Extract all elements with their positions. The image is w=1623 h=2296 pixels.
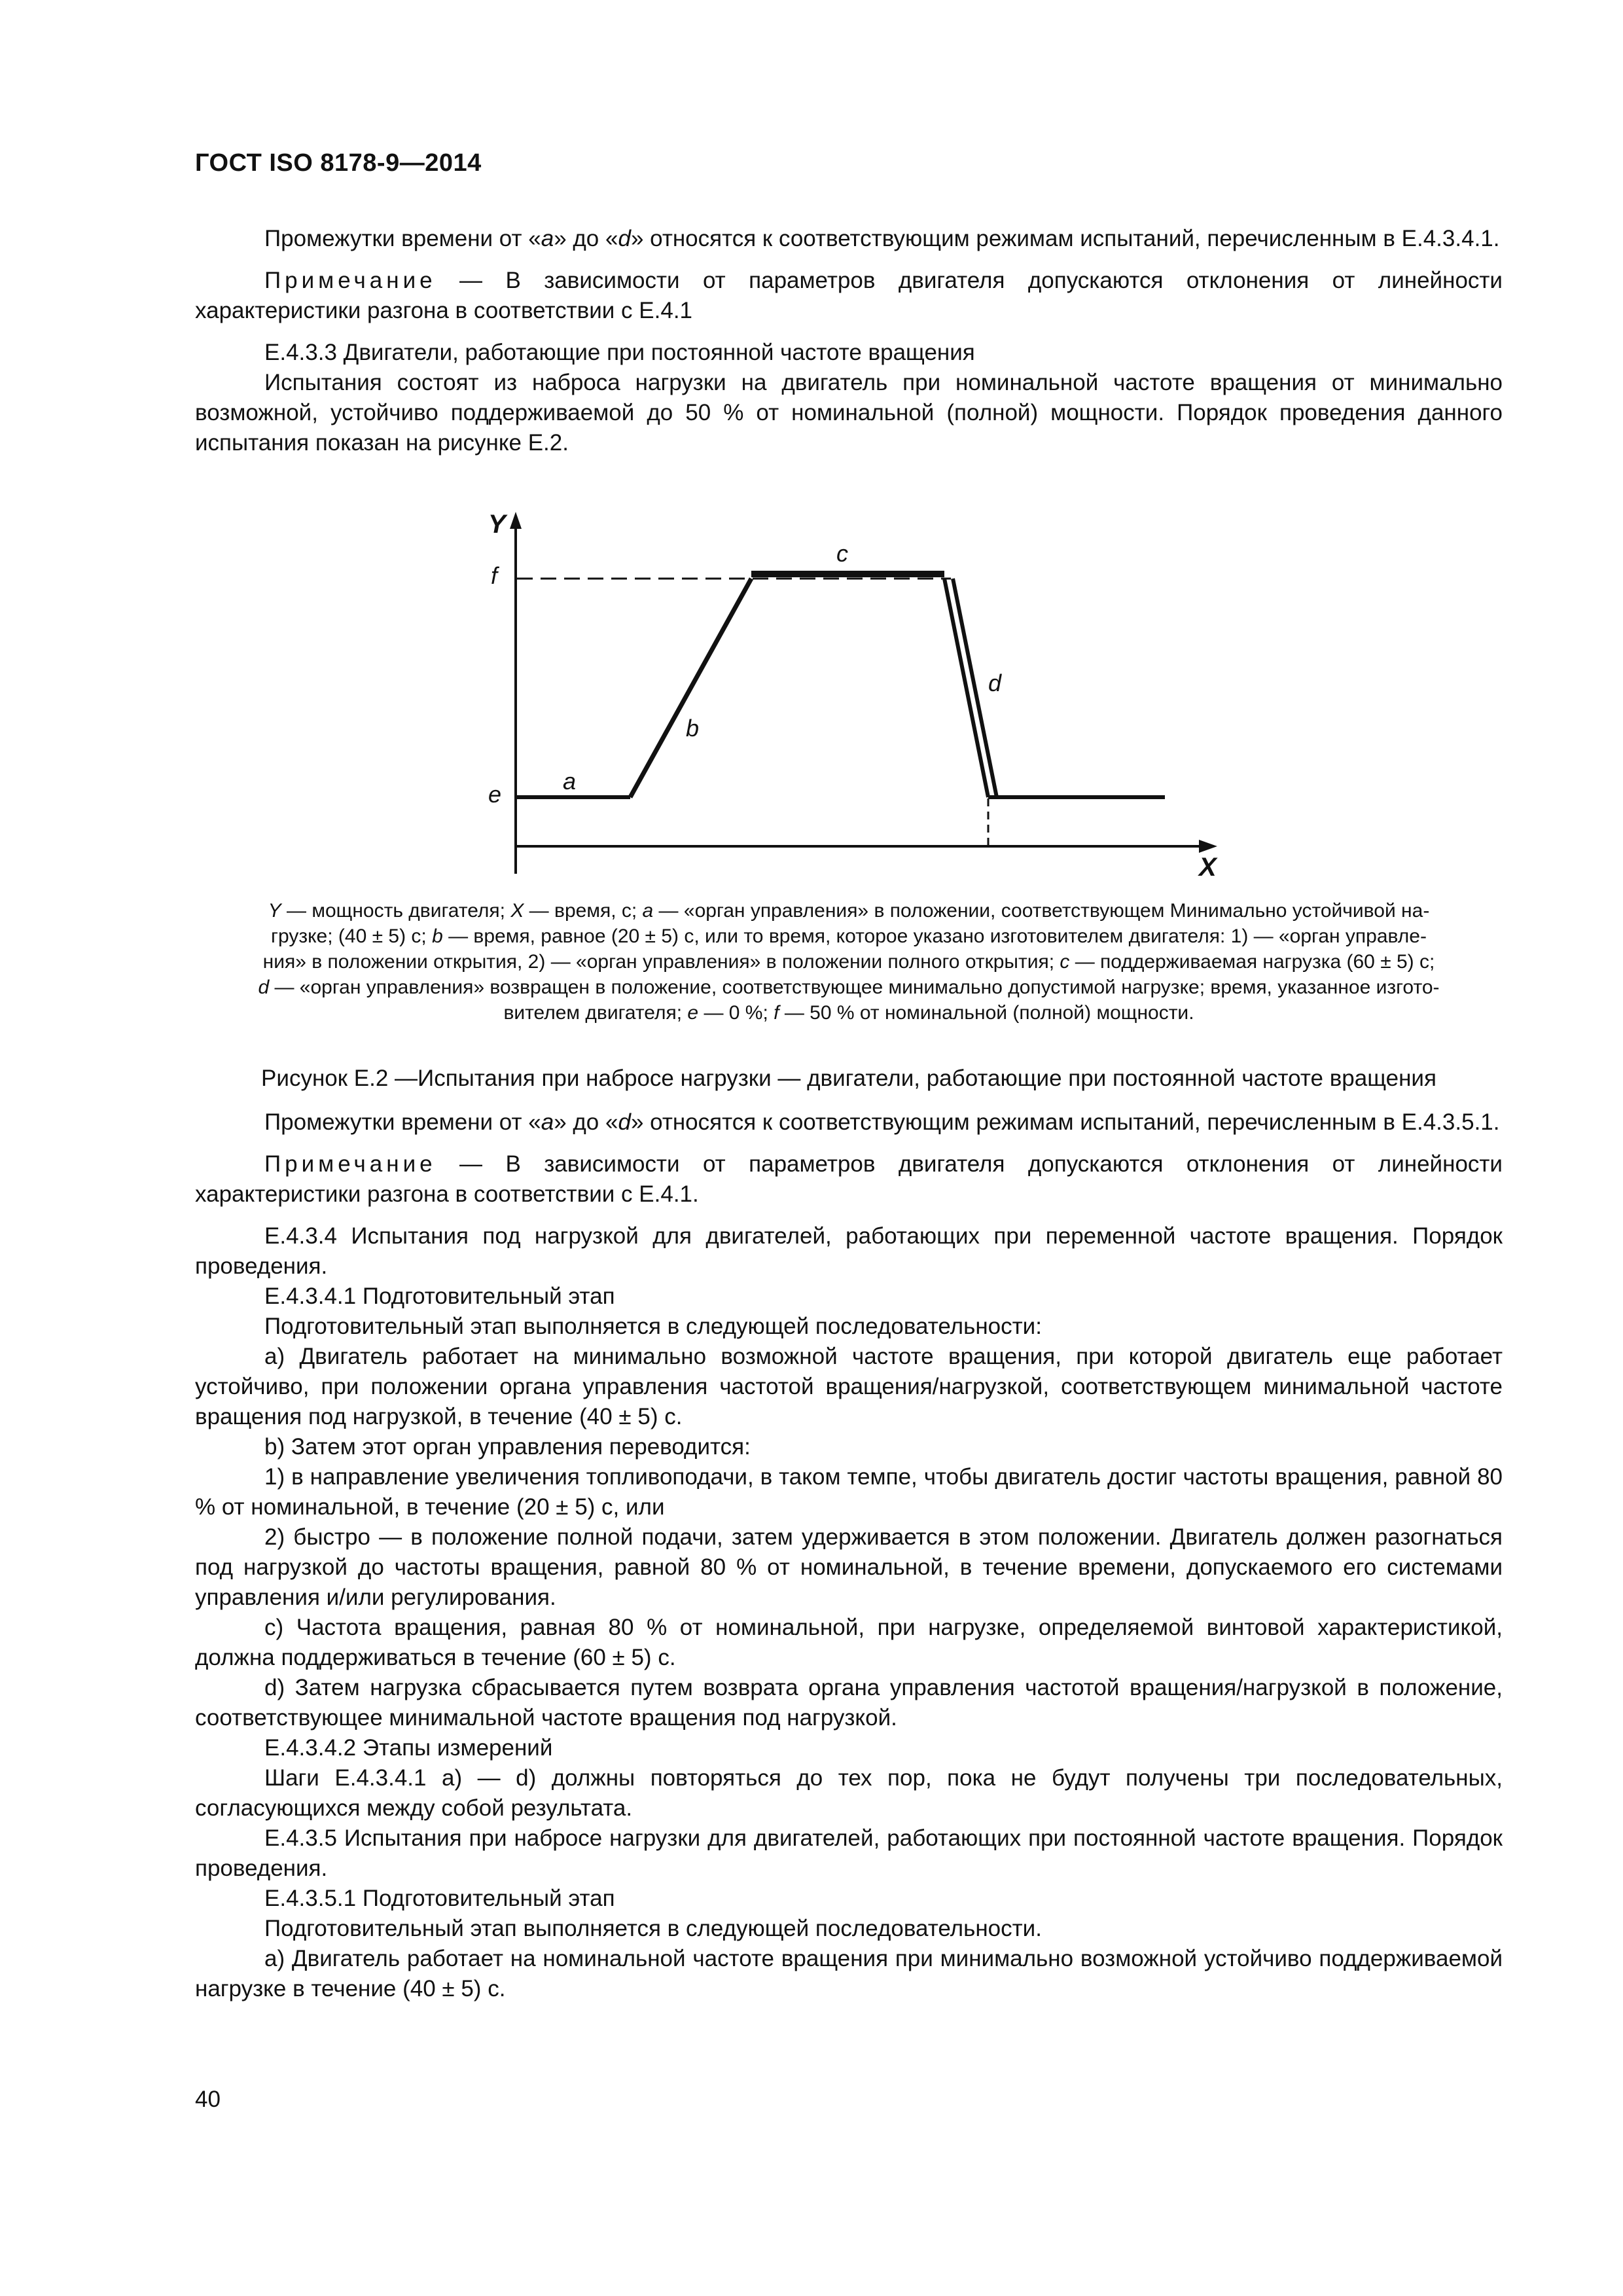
subsection-heading-e4351: Е.4.3.5.1 Подготовительный этап (264, 1886, 615, 1911)
legend-line (195, 975, 1503, 1000)
segment-label-b: b (686, 715, 700, 742)
figure-caption: Рисунок Е.2 —Испытания при набросе нагрузки — двигатели, работающие при постоянной частоте вращения (261, 1066, 1436, 1091)
note-paragraph (195, 266, 1503, 326)
legend-line (195, 898, 1503, 924)
figure-legend (195, 898, 1503, 1026)
legend-text: грузке; (40 ± 5) с; (271, 925, 433, 947)
legend-italic: f (774, 1002, 779, 1024)
text-run: » относятся к соответствующим режимам испытаний, перечисленным в Е.4.3.5.1. (630, 1109, 1500, 1135)
legend-italic: e (687, 1002, 699, 1024)
segment-b (630, 579, 751, 797)
body-paragraph: Шаги Е.4.3.4.1 а) — d) должны повторяться до тех пор, пока не будут получены три последовательных, согласующихся между собой результата. (195, 1765, 1503, 1821)
text-run: » до « (554, 226, 618, 251)
italic-run: d (618, 226, 631, 251)
subsection-heading-e4341: Е.4.3.4.1 Подготовительный этап (264, 1283, 615, 1309)
legend-line (195, 1000, 1503, 1026)
segment-label-d: d (988, 670, 1002, 696)
legend-text: ния» в положении открытия, 2) — «орган управления» в положении полного открытия; (262, 951, 1060, 973)
standard-title: ГОСТ ISO 8178-9—2014 (195, 149, 482, 177)
intro-paragraph (195, 224, 1503, 254)
x-axis-arrowhead (1199, 840, 1217, 853)
legend-italic: d (258, 977, 270, 998)
list-item-c: с) Частота вращения, равная 80 % от номинальной, при нагрузке, определяемой винтовой характеристикой, должна поддерживаться в течение (60 ± 5) с. (195, 1615, 1503, 1670)
legend-italic: b (432, 925, 443, 947)
body-paragraph: Подготовительный этап выполняется в следующей последовательности: (264, 1314, 1042, 1339)
text-run: Промежутки времени от « (264, 226, 541, 251)
section-heading-e435: Е.4.3.5 Испытания при набросе нагрузки для двигателей, работающих при постоянной частоте вращения. Порядок проведения. (195, 1825, 1503, 1881)
segment-label-a: a (563, 768, 577, 795)
legend-line (195, 924, 1503, 949)
text-run: » относятся к соответствующим режимам испытаний, перечисленным в Е.4.3.4.1. (630, 226, 1500, 251)
y-tick-label-f: f (491, 562, 498, 589)
section-heading-e434: Е.4.3.4 Испытания под нагрузкой для двигателей, работающих при переменной частоте вращения. Порядок проведения. (195, 1223, 1503, 1279)
page-number: 40 (195, 2087, 221, 2112)
legend-italic: c (1060, 951, 1070, 973)
intro-section (195, 224, 1503, 458)
y-tick-label-e: e (488, 781, 502, 808)
legend-text: — мощность двигателя; (281, 900, 511, 922)
list-item-a: а) Двигатель работает на номинальной частоте вращения при минимально возможной устойчиво поддерживаемой нагрузке в течение (40 ± 5) с. (195, 1946, 1503, 2001)
note-text: — В зависимости от параметров двигателя допускаются отклонения от линейности характеристики разгона в соответствии с Е.4.1 (195, 268, 1503, 323)
legend-line (195, 949, 1503, 975)
legend-italic: X (510, 900, 524, 922)
legend-text: вителем двигателя; (503, 1002, 688, 1024)
legend-text: — время, с; (524, 900, 643, 922)
legend-text: — поддерживаемая нагрузка (60 ± 5) с; (1069, 951, 1435, 973)
body-paragraph: Подготовительный этап выполняется в следующей последовательности. (264, 1916, 1042, 1941)
y-axis-label: Y (488, 510, 506, 539)
section-paragraph-e433: Испытания состоят из наброса нагрузки на двигатель при номинальной частоте вращения от минимально возможной, устойчиво поддерживаемой до 50 % от номинальной (полной) мощности. Порядок проведения данного испытания показан на рисунке Е.2. (195, 370, 1503, 456)
list-item-d: d) Затем нагрузка сбрасывается путем возврата органа управления частотой вращения/нагрузкой в положение, соответствующее минимальной частоте вращения под нагрузкой. (195, 1675, 1503, 1731)
text-run: Промежутки времени от « (264, 1109, 541, 1135)
list-item-a: а) Двигатель работает на минимально возможной частоте вращения, при которой двигатель еще работает устойчиво, при положении органа управления частотой вращения/нагрузкой, соответствующем минимальной частоте вращения под нагрузкой, в течение (40 ± 5) с. (195, 1344, 1503, 1429)
legend-text: — время, равное (20 ± 5) с, или то время, которое указано изготовителем двигателя: 1) — «орган управле- (442, 925, 1427, 947)
section-heading-e433: Е.4.3.3 Двигатели, работающие при постоянной частоте вращения (264, 340, 975, 365)
note-label: Примечание (264, 1151, 437, 1177)
y-axis-arrowhead (510, 512, 522, 529)
list-item-b: b) Затем этот орган управления переводится: (264, 1434, 751, 1460)
body-section (195, 1107, 1503, 2004)
segment-d-path-1 (944, 579, 988, 797)
legend-text: — 50 % от номинальной (полной) мощности. (779, 1002, 1194, 1024)
note-label: Примечание (264, 268, 437, 293)
figure-e2-chart (195, 504, 1503, 884)
italic-run: a (541, 1109, 554, 1135)
legend-italic: Y (268, 900, 281, 922)
subsection-heading-e4342: Е.4.3.4.2 Этапы измерений (264, 1735, 553, 1761)
legend-text: — «орган управления» в положении, соответствующем Минимально устойчивой на- (653, 900, 1430, 922)
legend-text: — «орган управления» возвращен в положение, соответствующее минимально допустимой нагрузке; время, указанное изгото- (269, 977, 1440, 998)
list-item-b1: 1) в направление увеличения топливоподачи, в таком темпе, чтобы двигатель достиг частоты вращения, равной 80 % от номинальной, в течение (20 ± 5) с, или (195, 1464, 1503, 1520)
list-item-b2: 2) быстро — в положение полной подачи, затем удерживается в этом положении. Двигатель должен разогнаться под нагрузкой до частоты вращения, равной 80 % от номинальной, в течение времени, допускаемого его системами управления и/или регулирования. (195, 1524, 1503, 1610)
legend-text: — 0 %; (698, 1002, 774, 1024)
text-run: » до « (554, 1109, 618, 1135)
note-text: — В зависимости от параметров двигателя допускаются отклонения от линейности характеристики разгона в соответствии с Е.4.1. (195, 1151, 1503, 1207)
legend-italic: a (642, 900, 654, 922)
italic-run: d (618, 1109, 631, 1135)
x-axis-label: X (1199, 853, 1217, 882)
intervals-paragraph (195, 1107, 1503, 1138)
italic-run: a (541, 226, 554, 251)
note-paragraph (195, 1149, 1503, 1210)
segment-label-c: c (836, 540, 848, 567)
